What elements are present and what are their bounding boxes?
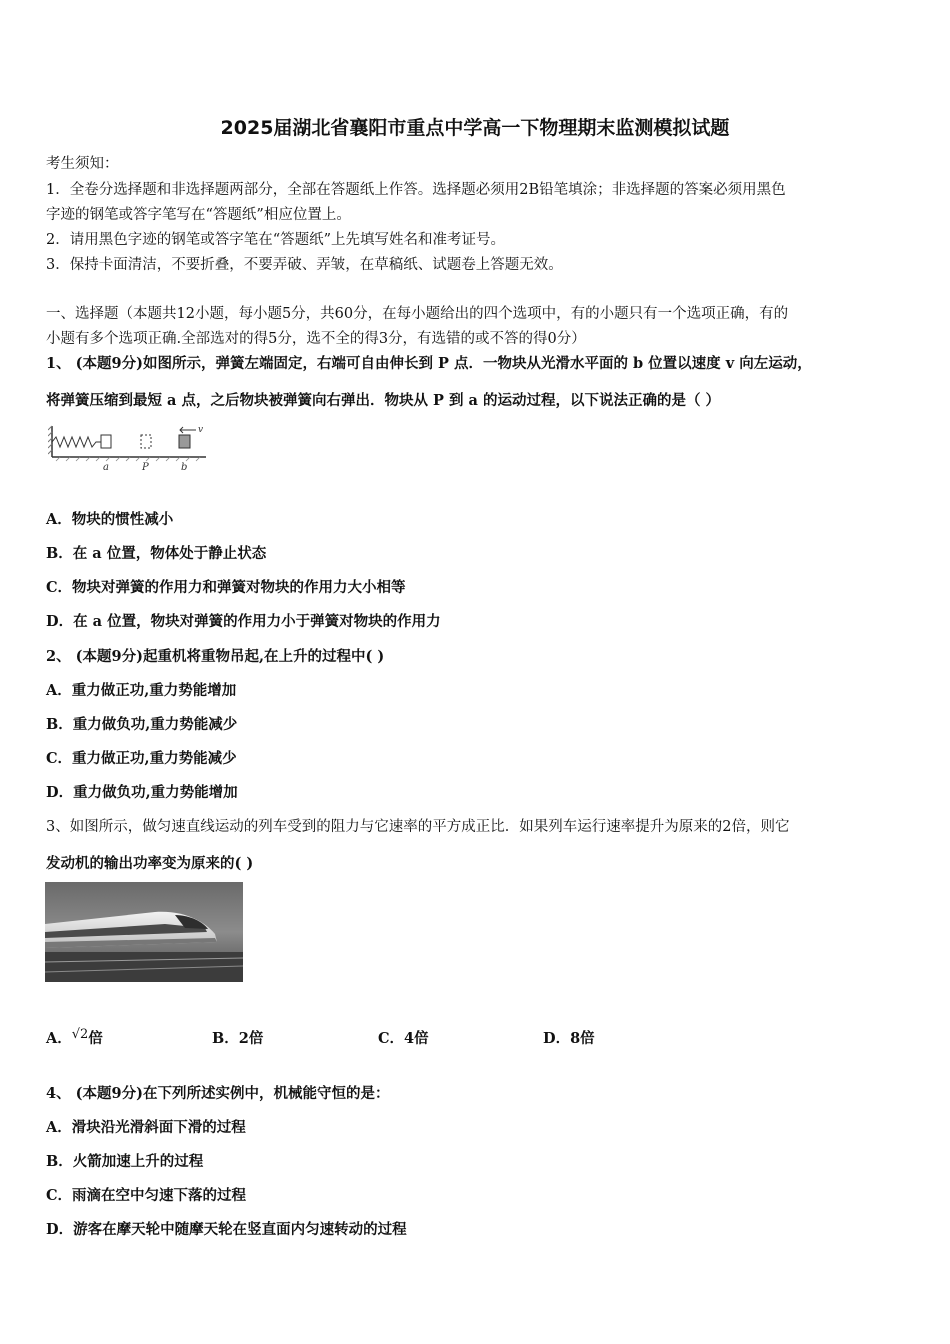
q4-option-b: B．火箭加速上升的过程 [46,1153,204,1170]
q1-label-a: a [103,462,109,473]
q2-option-a: A．重力做正功,重力势能增加 [46,682,237,699]
notice-item-3: 3．保持卡面清洁，不要折叠，不要弄破、弄皱，在草稿纸、试题卷上答题无效。 [46,257,563,273]
q2-option-c: C．重力做正功,重力势能减少 [46,750,237,767]
q4-stem: 4、 (本题9分)在下列所述实例中，机械能守恒的是： [46,1085,390,1102]
q1-stem-line-1: 1、 (本题9分)如图所示，弹簧左端固定，右端可自由伸长到 P 点．一物块从光滑水平面的 b 位置以速度 v 向左运动， [46,355,812,372]
q3-option-a-label: A． [46,1030,72,1047]
sqrt-two-symbol: √2 [71,1027,89,1042]
section-heading-line-2: 小题有多个选项正确.全部选对的得5分，选不全的得3分，有选错的或不答的得0分） [46,331,586,347]
q2-stem: 2、 (本题9分)起重机将重物吊起,在上升的过程中( ) [46,648,385,665]
q1-label-v: v [198,425,204,435]
page-title: 2025届湖北省襄阳市重点中学高一下物理期末监测模拟试题 [220,117,730,139]
q1-option-b: B．在 a 位置，物体处于静止状态 [46,545,267,562]
q3-train-photo [45,882,243,982]
q1-stem-line-2: 将弹簧压缩到最短 a 点，之后物块被弹簧向右弹出．物块从 P 到 a 的运动过程，以下说法正确的是（ ） [46,392,721,409]
section-heading-line-1: 一、选择题（本题共12小题，每小题5分，共60分，在每小题给出的四个选项中，有的小题只有一个选项正确，有的 [46,306,789,322]
q3-option-c: C．4倍 [378,1030,429,1047]
q1-option-d: D．在 a 位置，物块对弹簧的作用力小于弹簧对物块的作用力 [46,613,441,630]
q1-label-P: P [142,462,149,473]
notice-item-2: 2．请用黑色字迹的钢笔或答字笔在“答题纸”上先填写姓名和准考证号。 [46,232,506,248]
q3-option-a-suffix: 倍 [88,1030,103,1047]
q3-stem-line-2: 发动机的输出功率变为原来的( ) [46,855,254,872]
q3-option-a [46,1027,103,1048]
notice-item-1: 1．全卷分选择题和非选择题两部分，全部在答题纸上作答。选择题必须用2B铅笔填涂；非选择题的答案必须用黑色 [46,182,786,198]
q1-option-c: C．物块对弹簧的作用力和弹簧对物块的作用力大小相等 [46,579,406,596]
q3-option-d: D．8倍 [543,1030,595,1047]
q4-option-c: C．雨滴在空中匀速下落的过程 [46,1187,247,1204]
notice-item-1-cont: 字迹的钢笔或答字笔写在“答题纸”相应位置上。 [46,207,351,223]
q1-label-b: b [181,462,188,473]
q3-stem-line-1: 3、如图所示，做匀速直线运动的列车受到的阻力与它速率的平方成正比．如果列车运行速率提升为原来的2倍，则它 [46,819,790,835]
q3-option-b: B．2倍 [212,1030,264,1047]
q1-spring-figure [48,424,210,474]
q2-option-d: D．重力做负功,重力势能增加 [46,784,238,801]
q4-option-d: D．游客在摩天轮中随摩天轮在竖直面内匀速转动的过程 [46,1221,407,1238]
q2-option-b: B．重力做负功,重力势能减少 [46,716,238,733]
q4-option-a: A．滑块沿光滑斜面下滑的过程 [46,1119,246,1136]
q1-option-a: A．物块的惯性减小 [46,511,174,528]
notice-heading: 考生须知： [46,156,119,172]
